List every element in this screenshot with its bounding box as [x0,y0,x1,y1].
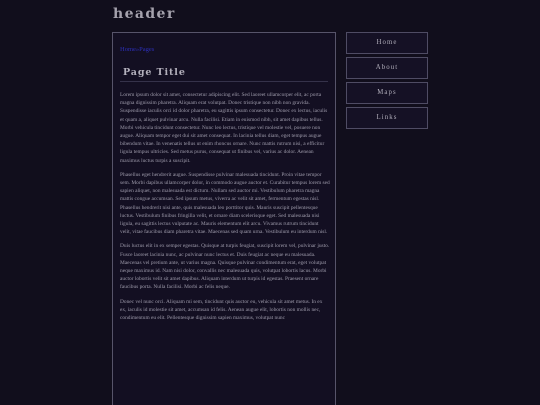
main-content-panel [112,32,336,405]
breadcrumb [120,45,154,54]
title-divider [120,81,328,82]
nav-item-links[interactable]: Links [346,107,428,129]
nav-item-maps[interactable]: Maps [346,82,428,104]
breadcrumb-separator: » [135,46,140,53]
paragraph: Phasellus eget hendrerit augue. Suspendisse pulvinar malesuada tincidunt. Proin vitae tempor sem. Morbi dapibus ullamcorper dolor, in commodo augue auctor et. Curabitur tempus lorem sed sapien aliquet, non malesuada est dictum. Nullam sed auctor mi. Vestibulum pharetra magna mattis congue accumsan. Sed ipsum metus, viverra ac velit sit amet, fermentum egestas nisl. Phasellus hendrerit nisi ante, quis malesuada leo porttitor quis. Mauris suscipit pellentesque luctus. Vestibulum finibus fringilla velit, et ornare diam scelerisque eget. Sed malesuada nisi ligula, eu sagittis lectus vulputate ac. Mauris elementum elit arcu. Vivamus rutrum tincidunt velit, vitae faucibus diam pharetra vitae. Maecenas sed quam urna. Vestibulum eu interdum nisl. [120,171,330,236]
sidebar-nav [346,32,428,132]
paragraph: Duis luctus elit in ex semper egestas. Quisque at turpis feugiat, suscipit lorem vel, pulvinar justo. Fusce laoreet lacinia nunc, ac pulvinar nunc lectus et. Duis feugiat ac neque eu malesuada. Maecenas vel pretium ante, ut varius magna. Quisque pulvinar condimentum erat, eget volutpat neque maximus id. Nam nisi dolor, convallis nec malesuada quis, volutpat lobortis lacus. Morbi auctor lobortis velit sit amet dapibus. Aliquam interdum ut turpis id egestas. Praesent ornare faucibus porta. Nulla facilisi. Morbi ac felis neque. [120,243,330,291]
page-title: Page Title [123,67,186,78]
site-header: header [113,6,176,22]
nav-item-about[interactable]: About [346,57,428,79]
breadcrumb-pages-link[interactable]: Pages [139,46,155,53]
article-body [120,91,330,328]
breadcrumb-home-link[interactable]: Home [120,46,136,53]
paragraph: Lorem ipsum dolor sit amet, consectetur adipiscing elit. Sed laoreet ullamcorper elit, ac porta magna dignissim pharetra. Aliquam erat volutpat. Donec tristique non nibh non gravida. Suspendisse iaculis orci id dolor pharetra, eu sagittis ipsum consectetur. Donec ex lectus, iaculis et quam a, aliquet pulvinar arcu. Nulla facilisi. Etiam in euismod nibh, sit amet dapibus tellus. Morbi vehicula tincidunt consectetur. Nunc leo lectus, tristique vel molestie vel, posuere non augue. Aliquam tempor eget dui sit amet consequat. In lacinia tellus diam, eget tempus augue bibendum vitae. In venenatis tellus ut enim rhoncus ornare. Nunc mattis rutrum nisi, a efficitur ligula tempus ultricies. Sed metus purus, consequat ut finibus vel, varius ac dolor. Aenean maximus luctus turpis a suscipit. [120,92,328,164]
paragraph: Donec vel nunc orci. Aliquam mi sem, tincidunt quis auctor eu, vehicula sit amet metus. In ex ex, iaculis id molestie sit amet, accumsan id felis. Aenean augue elit, lobortis non mollis nec, condimentum eu elit. Pellentesque dignissim sapien maximus, volutpat nunc [120,298,323,322]
nav-item-home[interactable]: Home [346,32,428,54]
